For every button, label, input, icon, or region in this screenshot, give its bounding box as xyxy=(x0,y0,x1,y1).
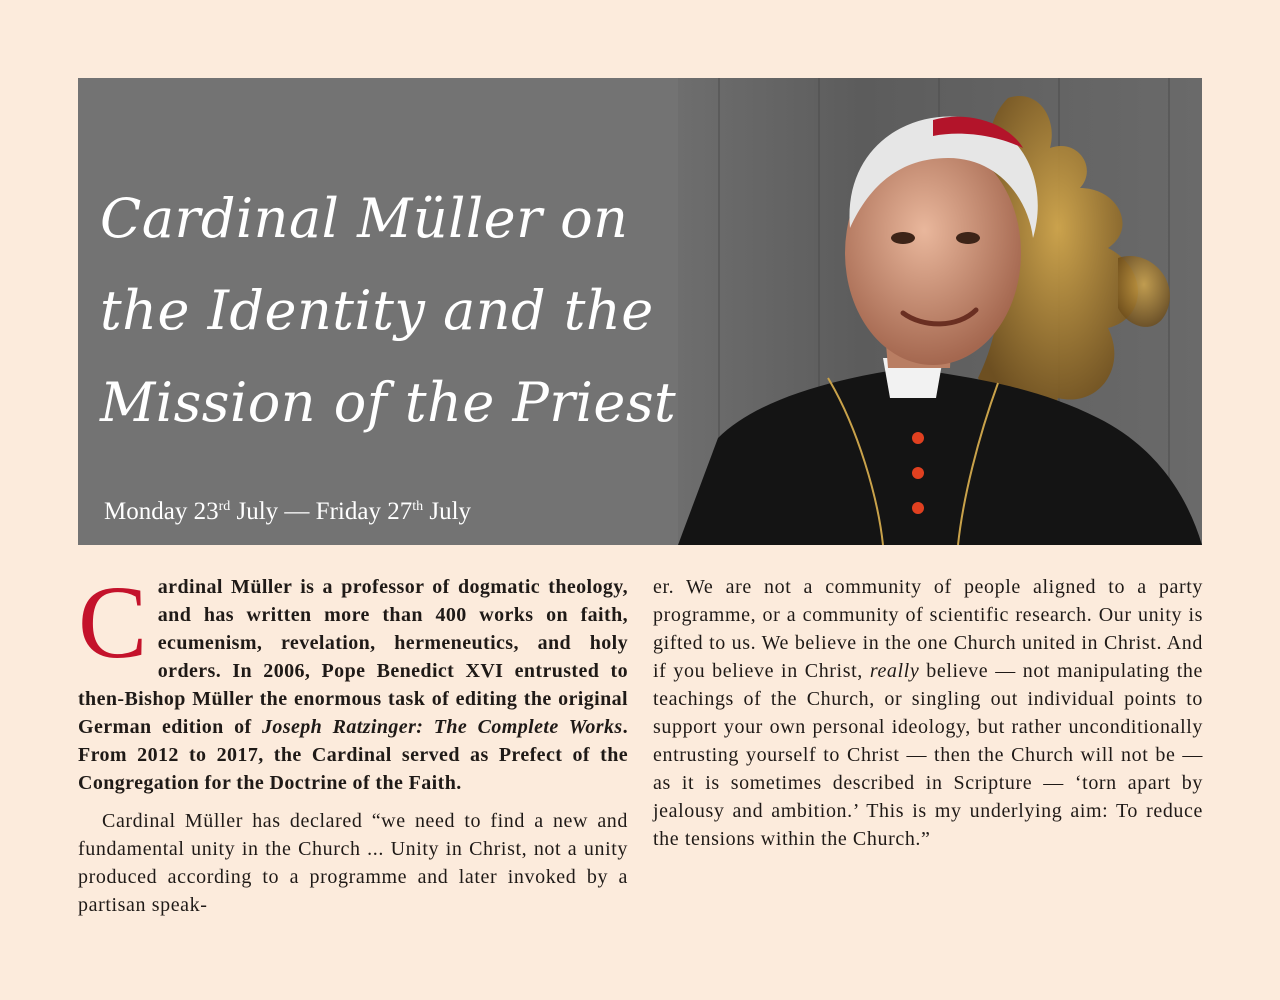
portrait-figure-icon xyxy=(678,78,1202,545)
header-banner xyxy=(78,78,1202,545)
title-line: Cardinal Müller on xyxy=(100,187,629,250)
title-line: the Identity and the xyxy=(100,279,654,342)
article-column-left xyxy=(78,565,628,919)
book-title: Joseph Ratzinger: The Complete Works xyxy=(262,716,623,738)
title-line: Mission of the Priest xyxy=(100,371,677,434)
quote-paragraph-continued: er. We are not a community of people aligned to a party programme, or a community of scientific research. Our unity is gifted to us. We believe in the one Church united in Christ. And if you believe in Christ, really believe — not manipulating the teachings of the Church, or singling out individual points to support your own personal ideology, but rather unconditionally entrusting yourself to Christ — then the Church will not be — as it is sometimes described in Scripture — ‘torn apart by jealousy and ambition.’ This is my underlying aim: To reduce the tensions within the Church.” xyxy=(653,576,1203,850)
cardinal-portrait-photo xyxy=(678,78,1202,545)
page-title xyxy=(100,173,680,449)
drop-cap: C xyxy=(78,565,148,680)
article-column-right xyxy=(653,573,1203,853)
lead-paragraph: Cardinal Müller is a professor of dogmatic theology, and has written more than 400 works on faith, ecumenism, revelation, hermeneutics, and holy orders. In 2006, Pope Benedict XVI entrusted to then-Bishop Müller the enormous task of editing the original German edition of Joseph Ratzinger: The Complete Works. From 2012 to 2017, the Cardinal served as Prefect of the Congregation for the Doctrine of the Faith. xyxy=(78,565,628,794)
quote-paragraph: Cardinal Müller has declared “we need to find a new and fundamental unity in the Church ... Unity in Christ, not a unity produced according to a programme and later invoked by a partisan speak- xyxy=(78,810,628,916)
emphasis-really: really xyxy=(869,660,920,682)
event-dates: Monday 23rd July — Friday 27th July xyxy=(104,498,472,525)
